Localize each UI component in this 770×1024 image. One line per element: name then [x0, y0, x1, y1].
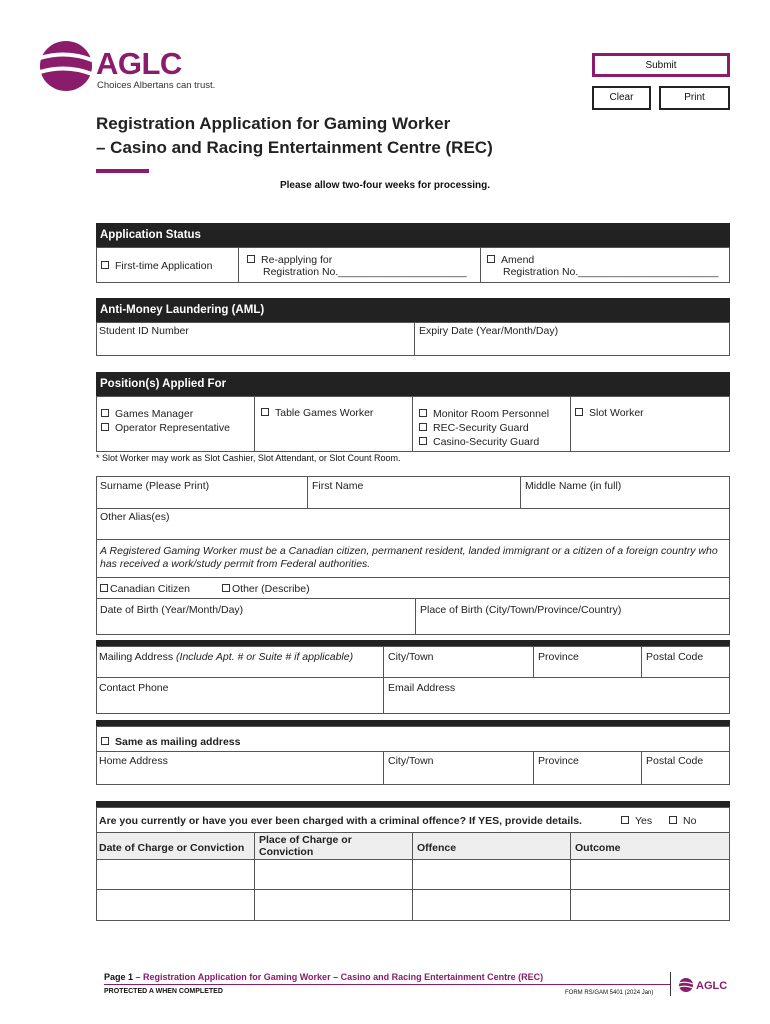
home-address-field[interactable]: Home Address	[99, 755, 168, 767]
amend-checkbox[interactable]: Amend Registration No.________________________	[484, 251, 721, 281]
email-field[interactable]: Email Address	[388, 682, 456, 694]
citizenship-note: A Registered Gaming Worker must be a Canadian citizen, permanent resident, landed immigrant or a citizen of a foreign country who has received a work/study permit from Federal authorities.	[100, 545, 718, 570]
position-col-1	[98, 404, 233, 438]
criminal-no-checkbox[interactable]: No	[666, 812, 699, 830]
application-status-section	[96, 223, 730, 283]
footer-logo: AGLC	[696, 980, 728, 992]
dob-field[interactable]: Date of Birth (Year/Month/Day)	[100, 604, 244, 616]
logo-tagline: Choices Albertans can trust.	[97, 80, 216, 91]
section-heading: Application Status	[96, 223, 730, 247]
rec-security-checkbox[interactable]: REC-Security Guard	[419, 421, 549, 435]
page-title	[96, 112, 493, 160]
criminal-yes-checkbox[interactable]: Yes	[618, 812, 655, 830]
contact-phone-field[interactable]: Contact Phone	[99, 682, 169, 694]
col-date-header: Date of Charge or Conviction	[99, 842, 245, 854]
canadian-citizen-checkbox[interactable]: Canadian Citizen	[97, 580, 193, 598]
print-button[interactable]: Print	[659, 86, 730, 110]
games-manager-checkbox[interactable]: Games Manager	[101, 407, 230, 421]
slot-worker-checkbox[interactable]: Slot Worker	[572, 404, 647, 422]
first-time-checkbox[interactable]: First-time Application	[98, 257, 215, 275]
form-number: FORM RS/GAM 5401 (2024 Jan)	[565, 990, 654, 996]
alias-field[interactable]: Other Alias(es)	[100, 511, 170, 523]
aml-section	[96, 298, 730, 356]
expiry-date-field[interactable]: Expiry Date (Year/Month/Day)	[419, 325, 559, 337]
home-postal-field[interactable]: Postal Code	[646, 755, 704, 767]
title-accent-bar	[96, 169, 149, 173]
first-name-field[interactable]: First Name	[312, 480, 364, 492]
col-outcome-header: Outcome	[575, 842, 621, 854]
section-heading: Position(s) Applied For	[96, 372, 730, 396]
reapply-checkbox[interactable]: Re-applying for Registration No.______________________	[244, 251, 470, 281]
slot-worker-note: * Slot Worker may work as Slot Cashier, Slot Attendant, or Slot Count Room.	[96, 453, 401, 463]
table-games-checkbox[interactable]: Table Games Worker	[258, 404, 376, 422]
personal-section	[96, 476, 730, 635]
protected-label: PROTECTED A WHEN COMPLETED	[104, 988, 223, 995]
col-offence-header: Offence	[417, 842, 457, 854]
middle-name-field[interactable]: Middle Name (in full)	[525, 480, 622, 492]
aglc-logo-mark	[36, 36, 96, 96]
section-heading: Anti-Money Laundering (AML)	[96, 298, 730, 322]
mailing-postal-field[interactable]: Postal Code	[646, 651, 704, 663]
logo-name: AGLC	[96, 46, 182, 81]
positions-section	[96, 372, 730, 452]
title-line-2: – Casino and Racing Entertainment Centre (REC)	[96, 138, 493, 157]
criminal-section	[96, 801, 730, 921]
home-section	[96, 720, 730, 785]
monitor-room-checkbox[interactable]: Monitor Room Personnel	[419, 407, 549, 421]
mailing-province-field[interactable]: Province	[538, 651, 579, 663]
same-as-mailing-checkbox[interactable]: Same as mailing address	[98, 733, 243, 751]
criminal-question: Are you currently or have you ever been charged with a criminal offence? If YES, provide details.	[99, 815, 582, 827]
footer-logo-mark	[678, 977, 694, 993]
mailing-address-field[interactable]: Mailing Address (Include Apt. # or Suite # if applicable)	[99, 651, 354, 663]
casino-security-checkbox[interactable]: Casino-Security Guard	[419, 435, 549, 449]
other-citizenship-checkbox[interactable]: Other (Describe)	[219, 580, 313, 598]
position-col-3	[416, 404, 552, 452]
title-line-1: Registration Application for Gaming Worker	[96, 114, 451, 133]
footer-title: Page 1 – Registration Application for Gaming Worker – Casino and Racing Entertainment Centre (REC)	[104, 972, 544, 982]
footer-rule	[104, 984, 670, 985]
footer-divider	[670, 972, 671, 996]
student-id-field[interactable]: Student ID Number	[99, 325, 189, 337]
operator-rep-checkbox[interactable]: Operator Representative	[101, 421, 230, 435]
home-city-field[interactable]: City/Town	[388, 755, 434, 767]
pob-field[interactable]: Place of Birth (City/Town/Province/Country)	[420, 604, 622, 616]
mailing-city-field[interactable]: City/Town	[388, 651, 434, 663]
clear-button[interactable]: Clear	[592, 86, 651, 110]
home-province-field[interactable]: Province	[538, 755, 579, 767]
processing-note: Please allow two-four weeks for processing.	[279, 180, 491, 191]
mailing-section	[96, 640, 730, 714]
surname-field[interactable]: Surname (Please Print)	[100, 480, 210, 492]
submit-button[interactable]: Submit	[592, 53, 730, 77]
col-place-header: Place of Charge or Conviction	[259, 834, 352, 858]
